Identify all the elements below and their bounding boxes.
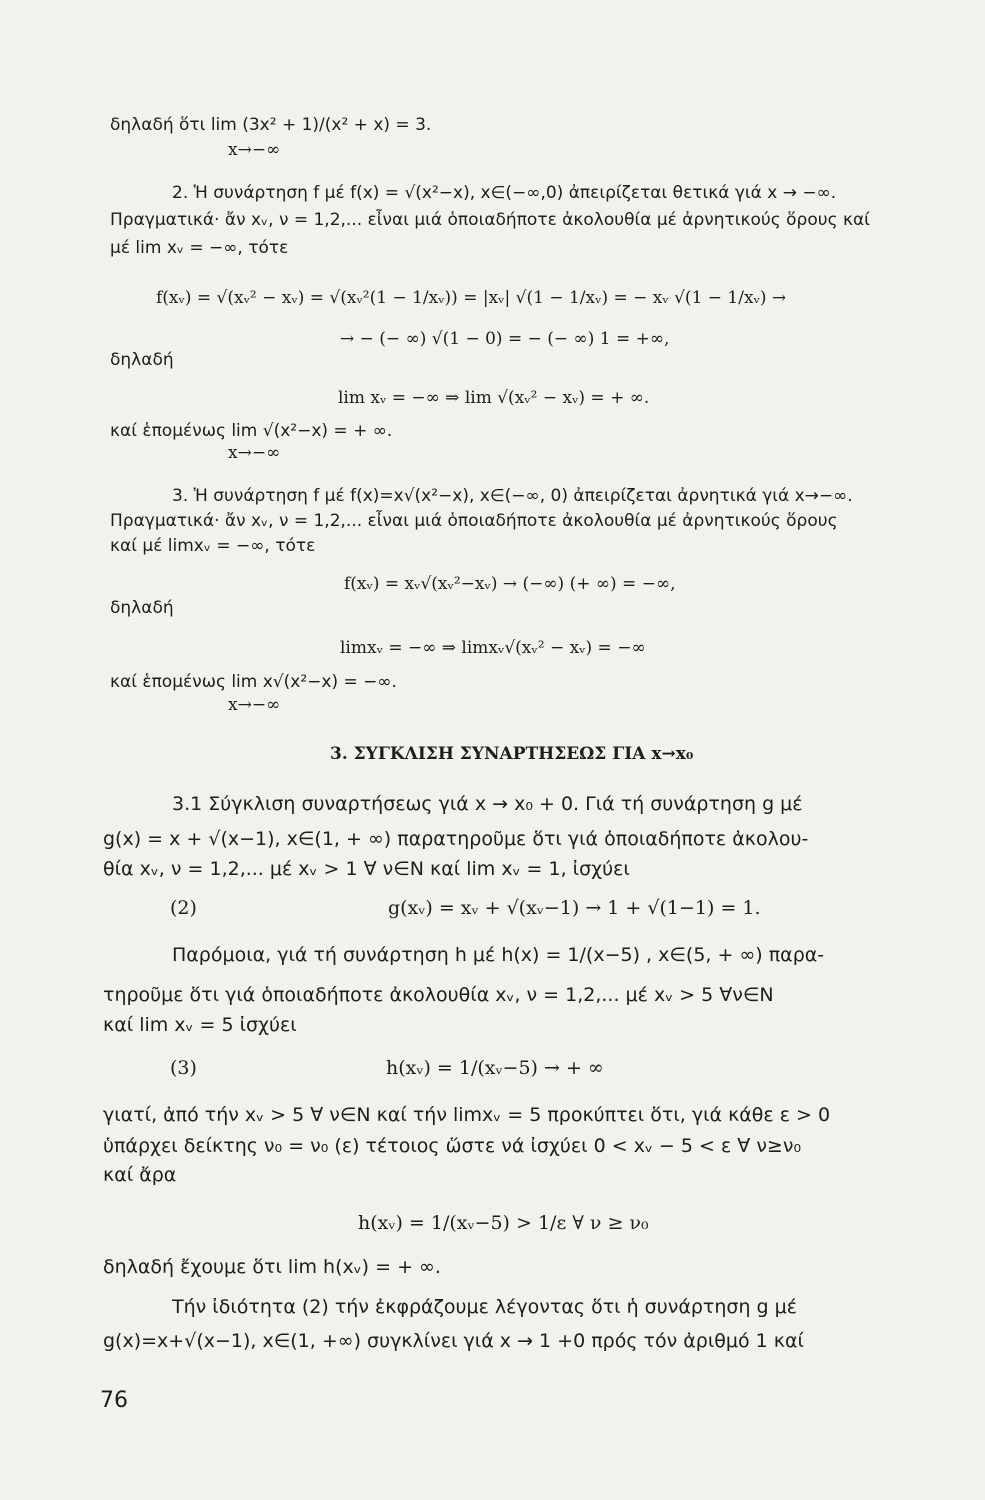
formula-line: h(xᵥ) = 1/(xᵥ−5) → + ∞ [386,1057,604,1079]
text-line: g(x)=x+√(x−1), x∈(1, +∞) συγκλίνει γιά x → 1 +0 πρός τόν ἀριθμό 1 καί [103,1330,804,1352]
example-3-statement: 3. Ἡ συνάρτηση f μέ f(x)=x√(x²−x), x∈(−∞, 0) ἀπειρίζεται ἀρνητικά γιά x→−∞. [172,486,853,506]
text-line: καί ἄρα [103,1164,177,1186]
text-line: Τήν ἰδιότητα (2) τήν ἐκφράζουμε λέγοντας ὅτι ἡ συνάρτηση g μέ [172,1296,797,1318]
example-2-statement: 2. Ἡ συνάρτηση f μέ f(x) = √(x²−x), x∈(−∞,0) ἀπειρίζεται θετικά γιά x → −∞. [172,183,837,203]
formula-line: g(xᵥ) = xᵥ + √(xᵥ−1) → 1 + √(1−1) = 1. [388,897,761,919]
text-line: ὑπάρχει δείκτης ν₀ = ν₀ (ε) τέτοιος ὥστε νά ἰσχύει 0 < xᵥ − 5 < ε ∀ ν≥ν₀ [103,1135,802,1157]
formula-line: limxᵥ = −∞ ⇒ limxᵥ√(xᵥ² − xᵥ) = −∞ [340,638,646,658]
equation-number: (3) [170,1057,197,1079]
text-line: μέ lim xᵥ = −∞, τότε [110,238,289,258]
limit-subscript: x→−∞ [228,140,281,160]
text-line: καί lim xᵥ = 5 ἰσχύει [103,1014,297,1036]
text-line: δηλαδή ἔχουμε ὅτι lim h(xᵥ) = + ∞. [103,1256,441,1278]
text-line: Παρόμοια, γιά τή συνάρτηση h μέ h(x) = 1/(x−5) , x∈(5, + ∞) παρα- [172,944,825,966]
text-line: Πραγματικά· ἄν xᵥ, ν = 1,2,... εἶναι μιά ὁποιαδήποτε ἀκολουθία μέ ἀρνητικούς ὅρους καί [110,210,870,230]
formula-line: → − (− ∞) √(1 − 0) = − (− ∞) 1 = +∞, [340,329,670,349]
text-line: g(x) = x + √(x−1), x∈(1, + ∞) παρατηροῦμε ὅτι γιά ὁποιαδήποτε ἀκολου- [103,828,809,850]
text-line: δηλαδή [110,350,174,370]
limit-subscript: x→−∞ [228,695,281,715]
formula-line: f(xᵥ) = xᵥ√(xᵥ²−xᵥ) → (−∞) (+ ∞) = −∞, [344,574,676,594]
section-heading: 3. ΣΥΓΚΛΙΣΗ ΣΥΝΑΡΤΗΣΕΩΣ ΓΙΑ x→x₀ [330,744,694,764]
text-line: θία xᵥ, ν = 1,2,... μέ xᵥ > 1 ∀ ν∈N καί lim xᵥ = 1, ἰσχύει [103,858,630,880]
limit-subscript: x→−∞ [228,443,281,463]
subsection-heading: 3.1 Σύγκλιση συναρτήσεως γιά x → x₀ + 0. Γιά τή συνάρτηση g μέ [172,793,803,815]
text-line: τηροῦμε ὅτι γιά ὁποιαδήποτε ἀκολουθία xᵥ, ν = 1,2,... μέ xᵥ > 5 ∀ν∈N [103,984,774,1006]
text-line: καί μέ limxᵥ = −∞, τότε [110,536,316,556]
equation-number: (2) [170,897,197,919]
text-line: γιατί, ἀπό τήν xᵥ > 5 ∀ ν∈N καί τήν limxᵥ = 5 προκύπτει ὅτι, γιά κάθε ε > 0 [103,1104,831,1126]
formula-line: f(xᵥ) = √(xᵥ² − xᵥ) = √(xᵥ²(1 − 1/xᵥ)) = |xᵥ| √(1 − 1/xᵥ) = − xᵥ √(1 − 1/xᵥ) → [156,288,787,308]
formula-line: h(xᵥ) = 1/(xᵥ−5) > 1/ε ∀ ν ≥ ν₀ [358,1212,649,1234]
text-line: δηλαδή ὅτι lim (3x² + 1)/(x² + x) = 3. [110,115,432,135]
text-line: δηλαδή [110,598,174,618]
text-line: καί ἑπομένως lim √(x²−x) = + ∞. [110,421,393,441]
page-number: 76 [100,1388,128,1413]
text-line: καί ἑπομένως lim x√(x²−x) = −∞. [110,672,397,692]
text-line: Πραγματικά· ἄν xᵥ, ν = 1,2,... εἶναι μιά ὁποιαδήποτε ἀκολουθία μέ ἀρνητικούς ὅρους [110,511,838,531]
formula-line: lim xᵥ = −∞ ⇒ lim √(xᵥ² − xᵥ) = + ∞. [338,388,650,408]
